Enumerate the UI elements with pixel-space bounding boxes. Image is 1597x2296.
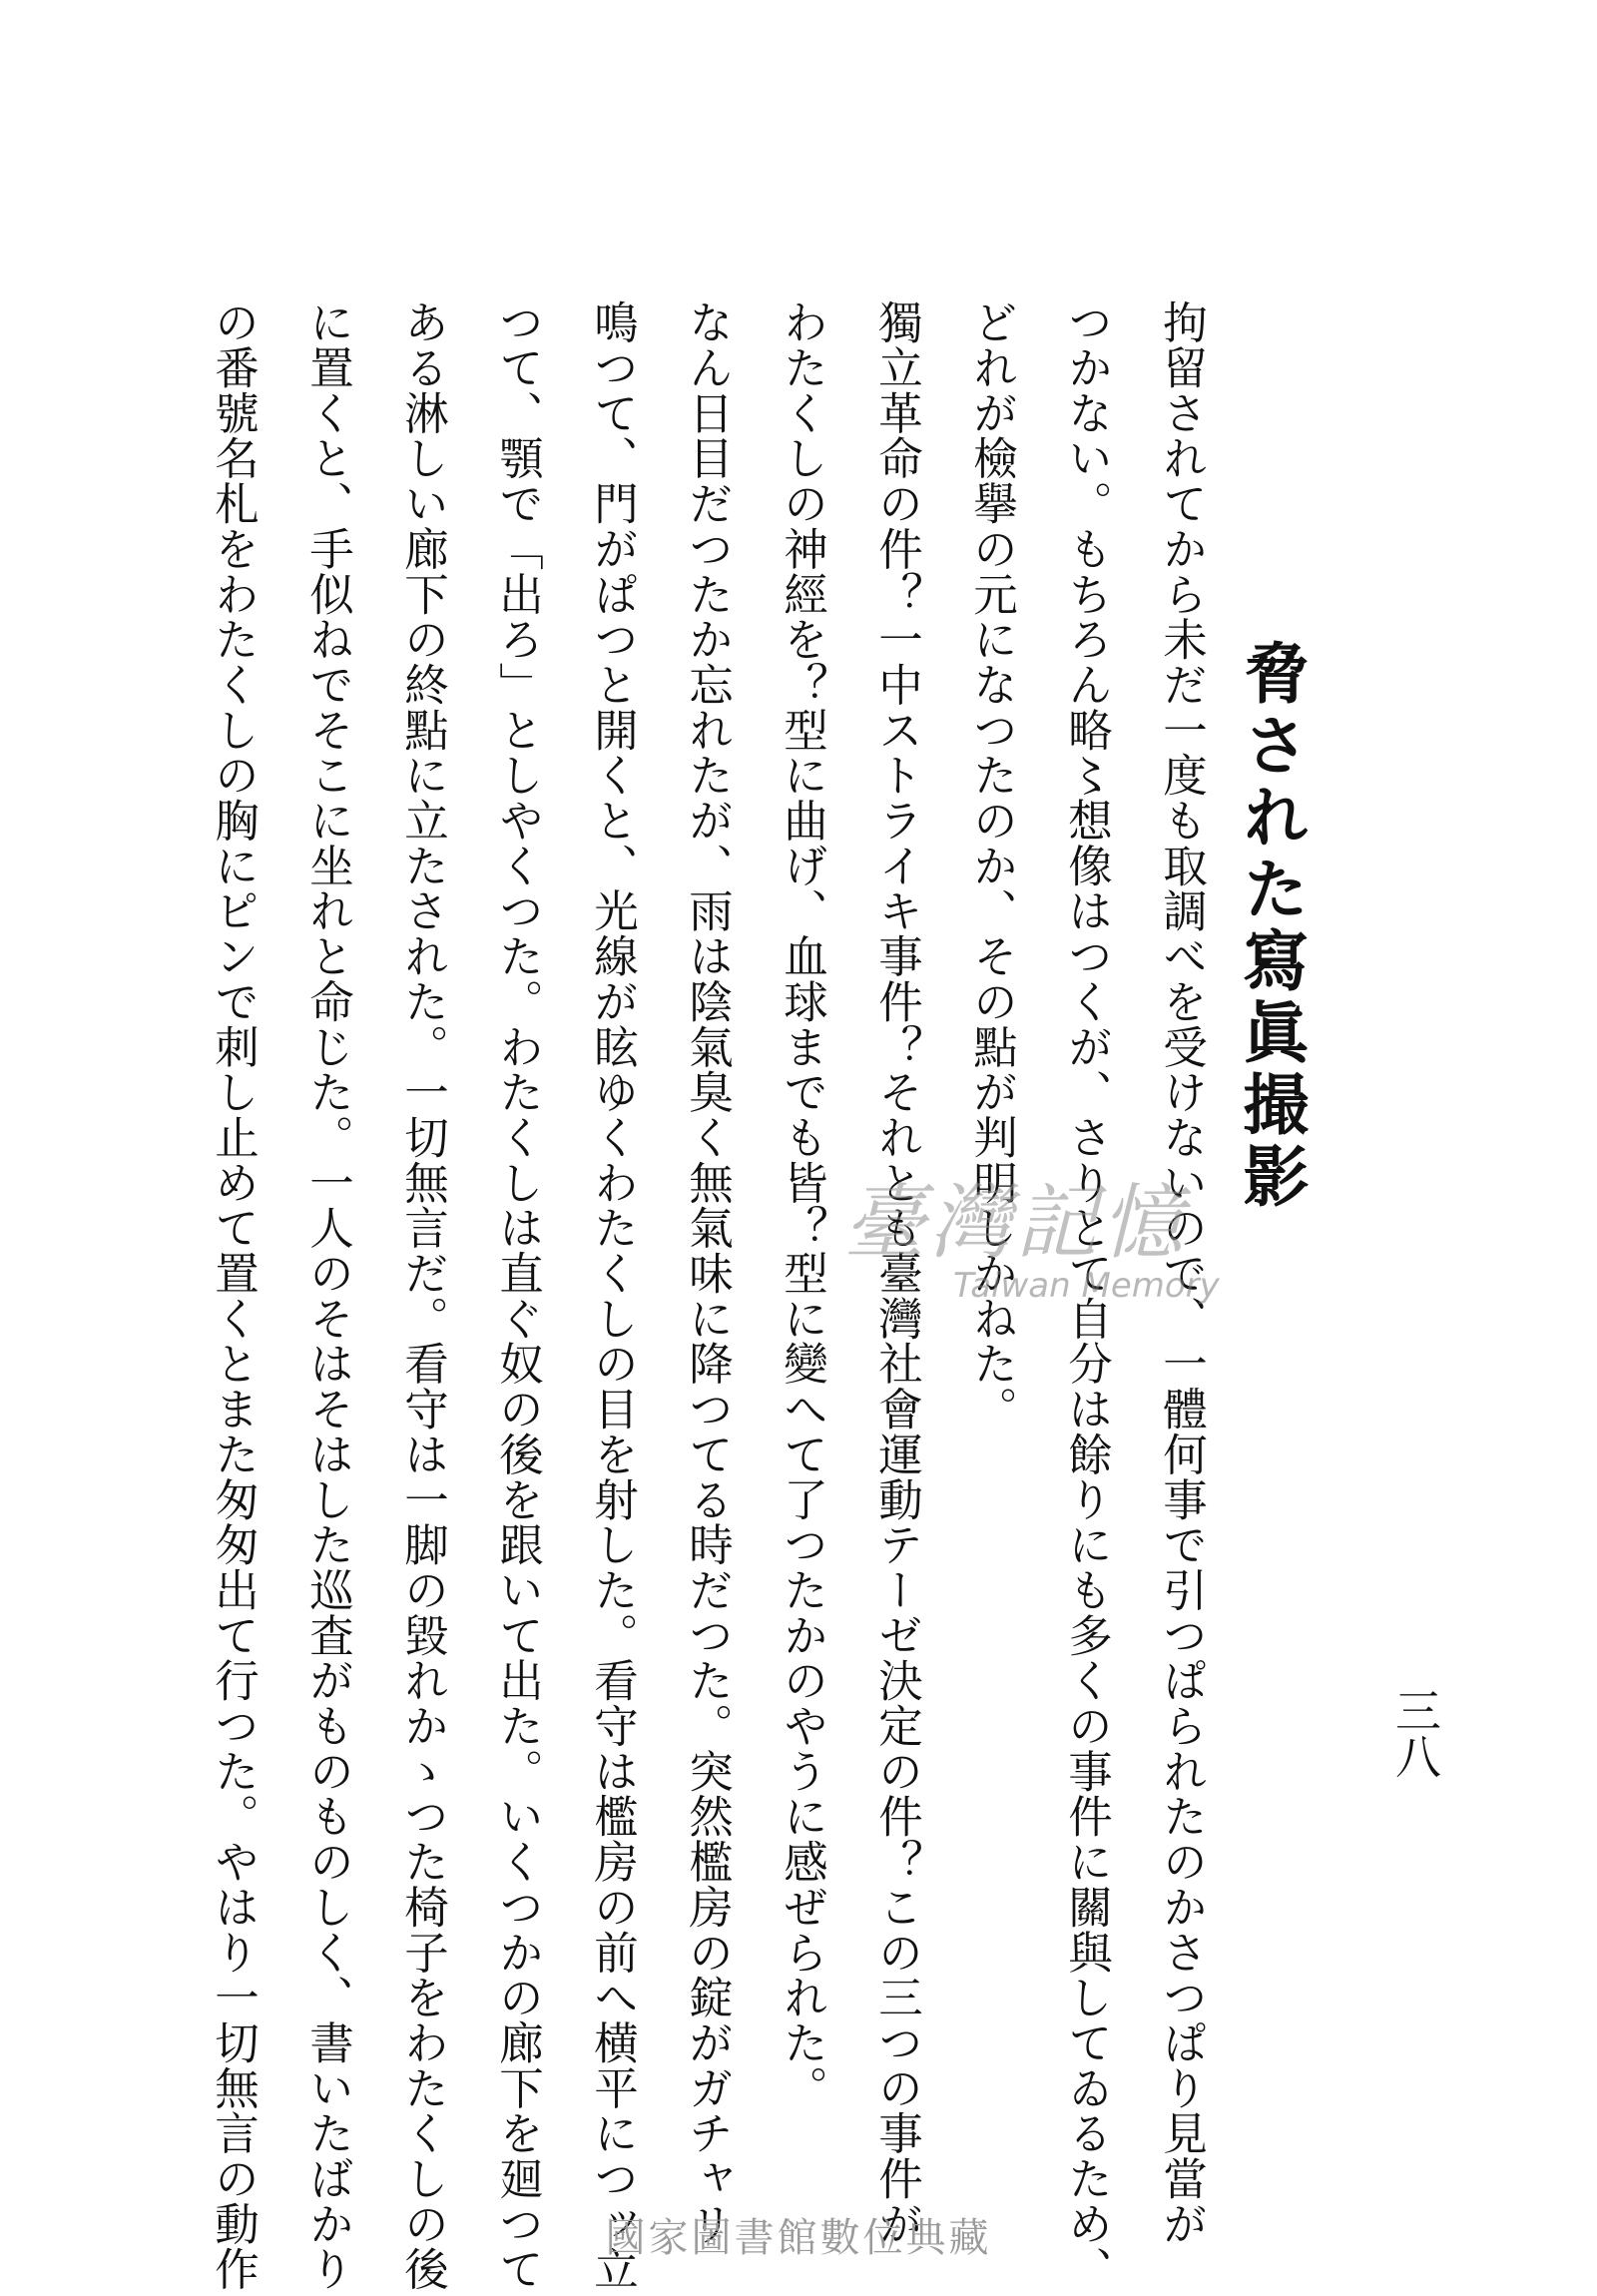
body-line-11: の番號名札をわたくしの胸にピンで刺し止めて置くとまた匆匆出て行つた。やはり一切無言の動作 [207,299,259,2292]
page-number: 三八 [1388,1687,1442,1779]
watermark-subtitle: Taiwan Memory [953,1266,1220,1306]
page-title: 脅された寫眞撮影 [1232,639,1310,1214]
body-line-10: に置くと、手似ねでそこに坐れと命じた。一人のそはそはした巡査がものものしく、書いたばかり [301,299,353,2292]
body-line-8: つて、顎で「出ろ」としやくつた。わたくしは直ぐ奴の後を跟いて出た。いくつかの廊下を廻つて [491,299,543,2292]
body-line-7: 鳴つて、門がぱつと開くと、光線が眩ゆくわたくしの目を射した。看守は檻房の前へ横平につッ立 [586,299,638,2292]
body-line-4: 獨立革命の件？一中ストライキ事件？それとも臺灣社會運動テーゼ決定の件？この三つの事件が [870,299,922,2247]
body-line-1: 拘留されてから未だ一度も取調べを受けないので、一體何事で引つぱられたのかさつぱり見當が [1155,299,1207,2247]
watermark-logo-text: 臺灣記憶 [843,1176,1187,1271]
body-line-9: ある淋しい廊下の終點に立たされた。一切無言だ。看守は一脚の毀れかゝつた椅子をわたくしの後 [396,299,448,2292]
footer-collection-label: 國家圖書館數位典藏 [605,2215,992,2261]
body-line-2: つかない。もちろん略〻想像はつくが、さりとて自分は餘りにも多くの事件に關與してゐるため、 [1060,299,1112,2292]
body-line-5: わたくしの神經を？型に曲げ、血球までも皆？型に變へて了つたかのやうに感ぜられた。 [776,299,827,2110]
body-line-6: なん日目だつたか忘れたが、雨は陰氣臭く無氣味に降つてる時だつた。突然檻房の錠がガチャリ [681,299,733,2247]
body-line-3: どれが檢擧の元になつたのか、その點が判明しかねた。 [965,299,1017,1432]
